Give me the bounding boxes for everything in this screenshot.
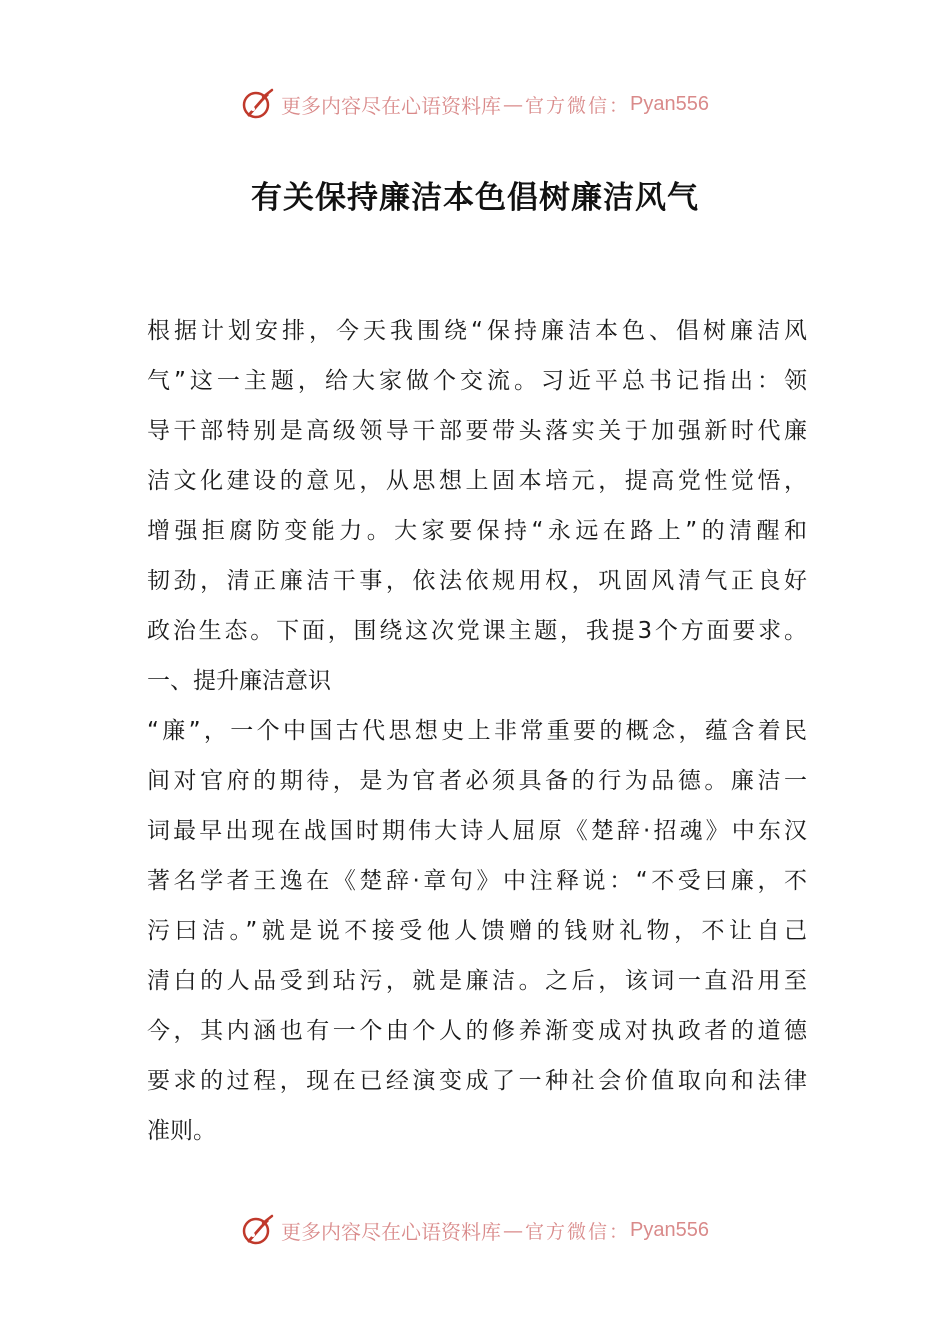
banner-wechat-id: Pyan556 [630, 92, 709, 115]
body-line: 污曰洁。”就是说不接受他人馈赠的钱财礼物，不让自己 [147, 918, 807, 944]
banner-site-text: 更多内容尽在心语资料库 [281, 93, 501, 118]
body-line: 今，其内涵也有一个由个人的修养渐变成对执政者的道德 [147, 1018, 807, 1044]
body-line: 韧劲，清正廉洁干事，依法依规用权，巩固风清气正良好 [147, 568, 807, 594]
banner-wechat-label: 官方微信： [525, 1220, 631, 1243]
body-line: 洁文化建设的意见，从思想上固本培元，提高党性觉悟， [147, 468, 807, 494]
body-line: 要求的过程，现在已经演变成了一种社会价值取向和法律 [147, 1068, 807, 1094]
body-line: 政治生态。下面，围绕这次党课主题，我提3个方面要求。 [147, 618, 807, 644]
body-line: 清白的人品受到玷污，就是廉洁。之后，该词一直沿用至 [147, 968, 807, 994]
body-line: 准则。 [147, 1118, 216, 1144]
body-line: 词最早出现在战国时期伟大诗人屈原《楚辞·招魂》中东汉 [147, 818, 807, 844]
body-line: “廉”，一个中国古代思想史上非常重要的概念，蕴含着民 [147, 718, 807, 744]
body-line: 间对官府的期待，是为官者必须具备的行为品德。廉洁一 [147, 768, 807, 794]
body-line: 增强拒腐防变能力。大家要保持“永远在路上”的清醒和 [147, 518, 807, 544]
pen-nib-logo-icon [241, 1213, 275, 1247]
body-line: 根据计划安排，今天我围绕“保持廉洁本色、倡树廉洁风 [147, 318, 807, 344]
banner-wechat-label: 官方微信： [525, 94, 631, 117]
pen-nib-logo-icon [241, 87, 275, 121]
body-line: 导干部特别是高级领导干部要带头落实关于加强新时代廉 [147, 418, 807, 444]
banner-separator: — [503, 92, 523, 116]
banner-wechat-id: Pyan556 [630, 1218, 709, 1241]
header-banner [0, 84, 950, 124]
section-heading: 一、提升廉洁意识 [147, 668, 331, 694]
banner-site-text: 更多内容尽在心语资料库 [281, 1219, 501, 1244]
banner-separator: — [503, 1218, 523, 1242]
body-line: 著名学者王逸在《楚辞·章句》中注释说：“不受曰廉，不 [147, 868, 807, 894]
document-body [147, 306, 807, 1156]
document-title: 有关保持廉洁本色倡树廉洁风气 [251, 180, 699, 216]
body-line: 气”这一主题，给大家做个交流。习近平总书记指出：领 [147, 368, 807, 394]
footer-banner [0, 1210, 950, 1250]
